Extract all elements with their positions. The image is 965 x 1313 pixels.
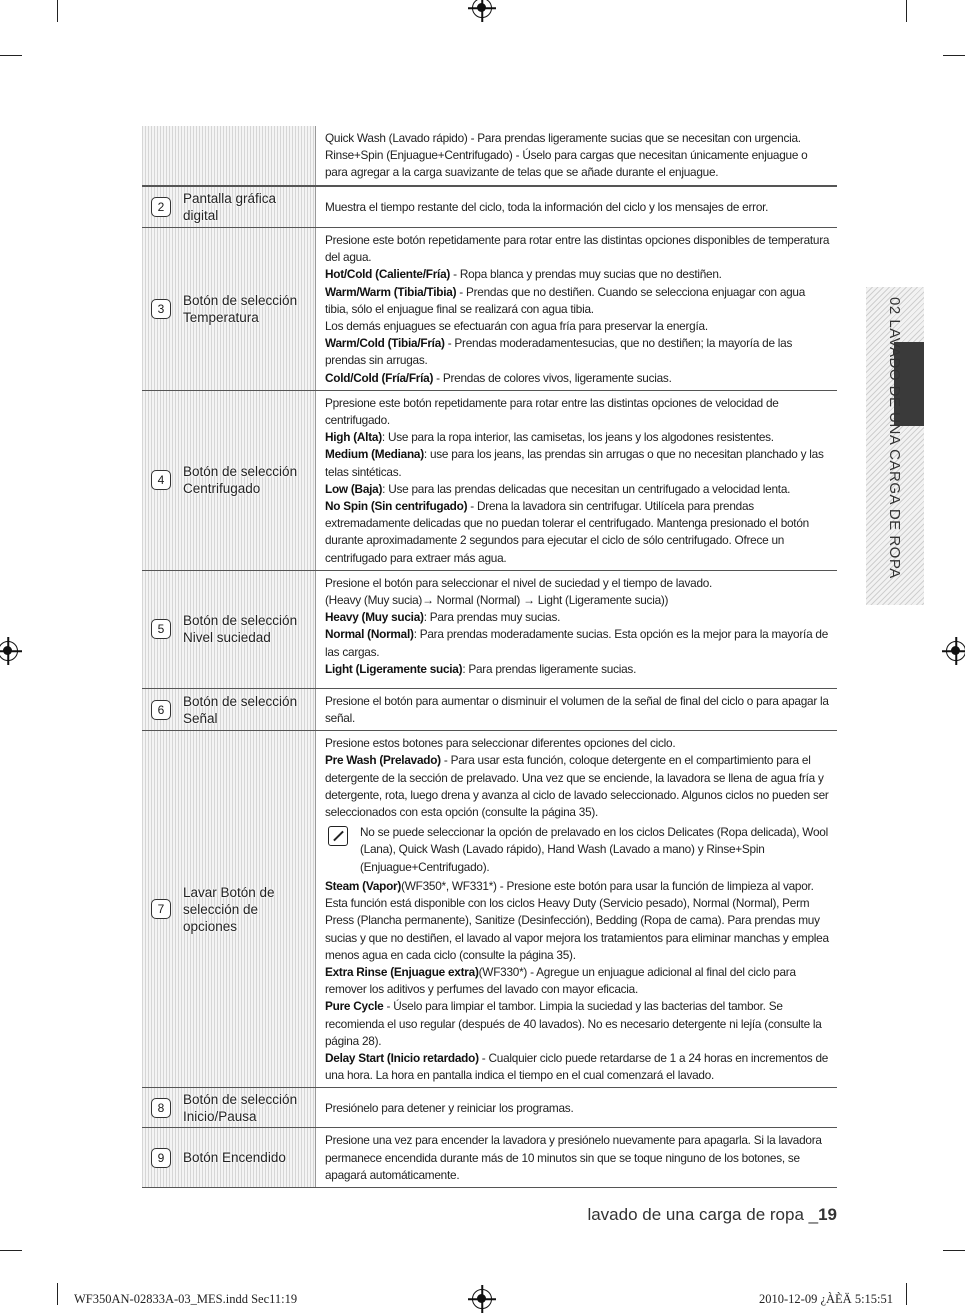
description-text: : Para prendas muy sucias. bbox=[423, 610, 561, 625]
table-description-cell bbox=[316, 187, 837, 227]
description-paragraph bbox=[325, 481, 831, 498]
page-number: 19 bbox=[818, 1205, 837, 1224]
registration-mark-icon bbox=[472, 1289, 492, 1309]
table-label-cell bbox=[142, 1088, 316, 1127]
description-paragraph bbox=[325, 661, 831, 678]
description-paragraph bbox=[325, 1100, 573, 1117]
section-side-tab bbox=[866, 287, 924, 605]
description-text: - Ropa blanca y prendas muy sucias que no destiñen. bbox=[450, 267, 722, 282]
description-text: Presiónelo para detener y reiniciar los programas. bbox=[325, 1100, 574, 1115]
table-description-cell bbox=[316, 1088, 837, 1127]
print-date-info: 2010-12-09 ¿ÀÈÄ 5:15:51 bbox=[759, 1292, 894, 1306]
description-paragraph bbox=[325, 199, 768, 216]
description-paragraph bbox=[325, 335, 831, 369]
description-paragraph bbox=[325, 130, 831, 147]
description-paragraph bbox=[325, 498, 831, 567]
term-label: Extra Rinse (Enjuague extra) bbox=[325, 964, 479, 979]
description-paragraph bbox=[325, 1050, 831, 1084]
item-number-badge: 9 bbox=[151, 1148, 171, 1168]
description-text: - Cualquier ciclo puede retardarse de 1 a 24 horas en incrementos de una hora. La hora en pantalla indica el tiempo en el cual comenzará el lavado. bbox=[325, 1050, 829, 1083]
footer-text: lavado de una carga de ropa _ bbox=[587, 1205, 819, 1224]
table-row bbox=[142, 731, 837, 1088]
description-text: Rinse+Spin (Enjuague+Centrifugado) - Úselo para cargas que necesitan únicamente enjuague o para agregar a la carga suavizante de telas que se añade durante el enjuague. bbox=[325, 148, 808, 180]
registration-mark-icon bbox=[946, 641, 965, 661]
crop-mark bbox=[906, 0, 907, 22]
registration-mark-icon bbox=[472, 0, 492, 18]
description-paragraph bbox=[325, 370, 831, 387]
table-row bbox=[142, 689, 837, 731]
description-text: No se puede seleccionar la opción de prelavado en los ciclos Delicates (Ropa delicada), Wool (Lana), Quick Wash (Lavado rápido), Hand Wash (Lavado a mano) y Rinse+Spin (Enjuague+Centrifugado). bbox=[360, 825, 828, 874]
item-number-badge: 4 bbox=[151, 470, 171, 490]
description-paragraph bbox=[325, 735, 831, 752]
description-paragraph bbox=[325, 232, 831, 266]
print-file-info: WF350AN-02833A-03_MES.indd Sec11:19 bbox=[74, 1292, 298, 1306]
table-label-cell bbox=[142, 126, 316, 185]
description-text: : Para prendas ligeramente sucias. bbox=[462, 661, 637, 676]
term-label: Cold/Cold (Fría/Fría) bbox=[325, 370, 434, 385]
term-label: Delay Start (Inicio retardado) bbox=[325, 1050, 479, 1065]
term-label: No Spin (Sin centrifugado) bbox=[325, 499, 468, 514]
term-label: Warm/Cold (Tibia/Fría) bbox=[325, 336, 445, 351]
table-label-cell bbox=[142, 391, 316, 570]
description-text: - Prendas moderadamentesucias, que no destiñen; la mayoría de las prendas sin arrugas. bbox=[325, 336, 793, 368]
description-paragraph bbox=[325, 878, 831, 964]
term-label: High (Alta) bbox=[325, 430, 382, 445]
description-text: (WF350*, WF331*) - Presione este botón para usar la función de limpieza al vapor. Esta función está disponible con los ciclos Heavy Duty (Servicio pesado), Normal (Normal), Perm Press (Plancha permanente), Sanitize (Desinfección), Bedding (Ropa de cama). Para prendas muy sucias y que no destiñen, el lavado al vapor mejora los tratamientos para eliminar manchas y emplea menos agua en cada ciclo (consulte la página 35). bbox=[325, 878, 829, 962]
crop-mark bbox=[943, 55, 965, 56]
item-number-badge: 2 bbox=[151, 197, 171, 217]
table-description-cell bbox=[316, 391, 837, 570]
description-text: : Para prendas moderadamente sucias. Esta opción es la mejor para la mayoría de las cargas. bbox=[325, 627, 829, 659]
crop-mark bbox=[943, 1250, 965, 1251]
term-label: Pure Cycle bbox=[325, 999, 384, 1014]
description-paragraph bbox=[325, 318, 831, 335]
table-label-cell bbox=[142, 571, 316, 688]
item-number-badge: 6 bbox=[151, 700, 171, 720]
description-paragraph bbox=[325, 626, 831, 660]
table-row-intro bbox=[142, 126, 837, 186]
description-text: - Prendas que no destiñen. Cuando se selecciona enjuagar con agua tibia, sólo el enjuague final se realizará con agua tibia. bbox=[325, 284, 806, 316]
table-row bbox=[142, 571, 837, 689]
control-name: Botón de selección Centrifugado bbox=[183, 464, 298, 497]
description-text: Presione una vez para encender la lavadora y presiónelo nuevamente para apagarla. Si la lavadora permanece encendida durante más de 10 minutos sin que se toque ninguno de los botones, se apagará automáticamente. bbox=[325, 1133, 822, 1182]
table-row bbox=[142, 228, 837, 391]
table-description-cell bbox=[316, 126, 837, 185]
description-paragraph bbox=[325, 575, 831, 592]
description-text: - Para usar esta función, coloque detergente en el compartimiento para el detergente de la sección de prelavado. Una vez que se enciende, la lavadora se llena de agua fría y detergente, rota, luego drena y avanza al ciclo de lavado seleccionado. Algunos ciclos no pueden ser seleccionados con esta opción (consulte la página 35). bbox=[325, 753, 829, 820]
registration-mark-icon bbox=[0, 641, 18, 661]
table-description-cell bbox=[316, 731, 837, 1087]
description-text: : Use para la ropa interior, las camisetas, los jeans y los algodones resistentes. bbox=[381, 430, 774, 445]
table-row bbox=[142, 391, 837, 571]
table-label-cell bbox=[142, 187, 316, 227]
note-block bbox=[328, 824, 831, 876]
control-name: Botón de selección Inicio/Pausa bbox=[183, 1091, 298, 1124]
description-paragraph bbox=[325, 1132, 831, 1184]
description-text: : use para los jeans, las prendas sin arrugas o que no necesitan planchado y las telas sintéticas. bbox=[325, 447, 824, 479]
crop-mark bbox=[57, 0, 58, 22]
control-name: Botón de selección Nivel suciedad bbox=[183, 613, 298, 646]
description-text: : Use para las prendas delicadas que necesitan un centrifugado a velocidad lenta. bbox=[382, 481, 791, 496]
table-label-cell bbox=[142, 689, 316, 730]
description-paragraph bbox=[325, 147, 831, 181]
control-name: Botón de selección Temperatura bbox=[183, 292, 298, 325]
description-text: Los demás enjuagues se efectuarán con agua fría para preservar la energía. bbox=[325, 319, 708, 334]
table-row bbox=[142, 186, 837, 228]
description-paragraph bbox=[325, 446, 831, 480]
crop-mark bbox=[0, 55, 22, 56]
description-paragraph bbox=[325, 752, 831, 821]
item-number-badge: 7 bbox=[151, 899, 171, 919]
control-name: Pantalla gráfica digital bbox=[183, 191, 277, 223]
description-paragraph bbox=[325, 693, 831, 727]
term-label: Steam (Vapor) bbox=[325, 878, 402, 893]
controls-table bbox=[142, 126, 837, 1188]
item-number-badge: 8 bbox=[151, 1098, 171, 1118]
description-text: (Heavy (Muy sucia)→ Normal (Normal) → Light (Ligeramente sucia)) bbox=[325, 593, 669, 608]
term-label: Light (Ligeramente sucia) bbox=[325, 661, 463, 676]
description-text: - Prendas de colores vivos, ligeramente sucias. bbox=[433, 370, 672, 385]
description-text: Presione el botón para seleccionar el nivel de suciedad y el tiempo de lavado. bbox=[325, 575, 713, 590]
description-text: - Úselo para limpiar el tambor. Limpia la suciedad y las bacterias del tambor. Se recomienda el uso regular (después de 40 lavados). No es necesario detergente ni lejía (consulte la página 28). bbox=[325, 999, 822, 1048]
control-name: Botón Encendido bbox=[183, 1150, 286, 1166]
item-number-badge: 5 bbox=[151, 619, 171, 639]
term-label: Heavy (Muy sucia) bbox=[325, 610, 424, 625]
description-paragraph bbox=[325, 592, 831, 609]
control-name: Lavar Botón de selección de opciones bbox=[183, 884, 275, 934]
table-label-cell bbox=[142, 1128, 316, 1187]
description-text: Ppresione este botón repetidamente para rotar entre las distintas opciones de velocidad de centrifugado. bbox=[325, 395, 779, 428]
description-text: Presione estos botones para seleccionar diferentes opciones del ciclo. bbox=[325, 736, 676, 751]
crop-mark bbox=[57, 1283, 58, 1305]
description-paragraph bbox=[325, 998, 831, 1050]
description-paragraph bbox=[325, 284, 831, 318]
term-label: Low (Baja) bbox=[325, 481, 383, 496]
description-text: Muestra el tiempo restante del ciclo, toda la información del ciclo y los mensajes de error. bbox=[325, 199, 769, 214]
term-label: Warm/Warm (Tibia/Tibia) bbox=[325, 284, 457, 299]
section-tab-label: 02 LAVADO DE UNA CARGA DE ROPA bbox=[886, 297, 903, 579]
description-paragraph bbox=[325, 429, 831, 446]
table-label-cell bbox=[142, 228, 316, 390]
table-description-cell bbox=[316, 571, 837, 688]
description-paragraph bbox=[325, 266, 831, 283]
description-text: - Drena la lavadora sin centrifugar. Utilícela para prendas extremadamente delicadas que no puedan tolerar el centrifugado. Mantenga presionado el botón durante aproximadamente 2 segundos para ejecutar el ciclo de sólo centrifugado. Ofrece un centrifugado para extraer más agua. bbox=[325, 499, 809, 565]
table-description-cell bbox=[316, 1128, 837, 1187]
crop-mark bbox=[0, 1250, 22, 1251]
term-label: Hot/Cold (Caliente/Fría) bbox=[325, 267, 451, 282]
description-text: Presione este botón repetidamente para rotar entre las distintas opciones disponibles de temperatura del agua. bbox=[325, 233, 830, 265]
description-paragraph bbox=[325, 964, 831, 998]
description-text: Quick Wash (Lavado rápido) - Para prendas ligeramente sucias que se necesitan con urgencia. bbox=[325, 131, 801, 145]
description-paragraph bbox=[325, 609, 831, 626]
note-text bbox=[360, 824, 831, 876]
term-label: Normal (Normal) bbox=[325, 627, 414, 642]
control-name: Botón de selección Señal bbox=[183, 693, 298, 726]
item-number-badge: 3 bbox=[151, 299, 171, 319]
table-label-cell bbox=[142, 731, 316, 1087]
description-text: Presione el botón para aumentar o disminuir el volumen de la señal de final del ciclo o para apagar la señal. bbox=[325, 693, 829, 726]
note-icon bbox=[328, 826, 348, 846]
crop-mark bbox=[906, 1283, 907, 1305]
description-paragraph bbox=[325, 395, 831, 429]
term-label: Pre Wash (Prelavado) bbox=[325, 753, 441, 768]
description-text: (WF330*) - Agregue un enjuague adicional al final del ciclo para remover los aditivos y perfumes del lavado con mayor eficacia. bbox=[325, 964, 796, 997]
table-description-cell bbox=[316, 228, 837, 390]
page-footer-title bbox=[587, 1205, 837, 1225]
term-label: Medium (Mediana) bbox=[325, 447, 424, 462]
table-description-cell bbox=[316, 689, 837, 730]
table-row bbox=[142, 1128, 837, 1188]
table-row bbox=[142, 1088, 837, 1128]
